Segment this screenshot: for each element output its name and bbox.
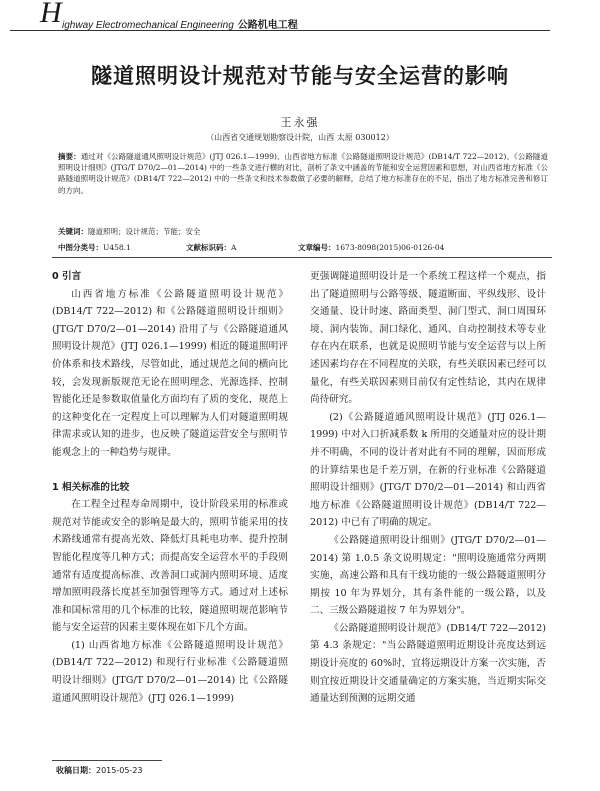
classification-line	[58, 242, 558, 253]
journal-name-en: ighway Electromechanical Engineering	[62, 20, 234, 31]
section-heading-intro: 0 引言	[52, 271, 82, 282]
paragraph: 《公路隧道照明设计规范》(DB14/T 722—2012) 第 4.3 条规定："当公路隧道照明近期设计亮度达到远期设计亮度的 60%时，宜将远期设计方案一次实施，否则宜按近期设计交通量确定的方案实施，当近期实际交通量达到预测的远期交通	[310, 622, 546, 705]
body-column-left	[52, 268, 288, 707]
journal-name	[62, 16, 298, 31]
article-number-label: 文章编号：	[298, 243, 336, 252]
doc-code-value: A	[231, 243, 237, 252]
article-author: 王永强	[280, 116, 320, 129]
journal-name-cn: 公路机电工程	[237, 20, 298, 31]
article-title: 隧道照明设计规范对节能与安全运营的影响	[91, 64, 509, 88]
paragraph: 《公路隧道照明设计细则》(JTG/T D70/2—01—2014) 第 1.0.5 条文说明规定："照明设施通常分两期实施，高速公路和具有干线功能的一级公路隧道照明分期按 10 年为界划分，其有条件能的一级公路，以及二、三级公路隧道按 7 年为界划分"。	[310, 534, 546, 617]
keywords-label: 关键词：	[58, 227, 88, 236]
paragraph: 山西省地方标准《公路隧道照明设计规范》(DB14/T 722—2012) 和《公路隧道照明设计细则》(JTG/T D70/2—01—2014) 沿用了与《公路隧道通风照明设计规范》(JTJ 026.1—1999) 相近的隧道照明评价体系和技术路线，尽管如此，通过规范之间的横向比较，会发现新版规范无论在照明理念、光源选择、控制智能化还是参数取值量化方面均有了质的变化，规范上的这种变化在一定程度上可以理解为人们对隧道照明规律需求或认知的进步，也反映了隧道运营安全与照明节能观念上的一种趋势与规律。	[52, 288, 288, 458]
received-date	[56, 765, 143, 776]
journal-header	[40, 0, 560, 31]
footnote-divider	[52, 760, 162, 761]
paragraph: 更强调隧道照明设计是一个系统工程这样一个观点，指出了隧道照明与公路等级、隧道断面、平纵线形、设计交通量、设计时速、路面类型、洞门型式、洞口周围环境、洞内装饰、洞口绿化、通风、自动控制技术等专业存在内在联系，也就是说照明节能与安全运营与以上所述因素均存在不同程度的关联，有些关联因素已经可以量化，有些关联因素则目前仅有定性结论，其内在规律尚待研究。	[310, 271, 546, 406]
paragraph: (1) 山西省地方标准《公路隧道照明设计规范》(DB14/T 722—2012) 和现行行业标准《公路隧道照明设计细则》(JTG/T D70/2—01—2014) 比《公路隧道通风照明设计规范》(JTJ 026.1—1999)	[52, 639, 288, 704]
abstract-label: 摘要：	[58, 152, 81, 161]
author-affiliation: （山西省交通规划勘察设计院，山西 太原 030012）	[206, 133, 394, 142]
abstract-divider	[52, 257, 552, 258]
header-divider	[10, 30, 550, 31]
body-column-right	[310, 268, 546, 708]
paragraph: (2)《公路隧道通风照明设计规范》(JTJ 026.1—1999) 中对入口折减系数 k 所用的交通量对应的设计期并不明确，不同的设计者对此有不同的理解，因而形成的计算结果也是千差万别，在新的行业标准《公路隧道照明设计细则》(JTG/T D70/2—01—2014) 和山西省地方标准《公路隧道照明设计规范》(DB14/T 722—2012) 中已有了明确的规定。	[310, 411, 546, 529]
doc-code-label: 文献标识码：	[186, 243, 231, 252]
article-number-value: 1673-8098(2015)06-0126-04	[335, 243, 445, 252]
section-heading-1: 1 相关标准的比较	[52, 481, 130, 493]
keywords	[58, 226, 548, 237]
received-date-value: 2015-05-23	[96, 766, 143, 775]
keywords-text: 隧道照明；设计规范；节能；安全	[88, 227, 201, 236]
abstract-text: 通过对《公路隧道通风照明设计规范》(JTJ 026.1—1999)、山西省地方标准《公路隧道照明设计规范》(DB14/T 722—2012)、《公路隧道照明设计细则》(JTG/T D70/2—01—2014) 中的一些条文进行横的对比，剖析了条文中涵盖的节能和安全运营因素和思想，对山西省地方标准《公路隧道照明设计规范》(DB14/T 722—2012) 中的一些条文和技术参数做了必要的解释，总结了地方标准存在的不足，指出了地方标准完善和修订的方向。	[58, 152, 549, 195]
clc-value: U458.1	[103, 243, 131, 252]
clc-label: 中图分类号：	[58, 243, 103, 252]
abstract	[58, 151, 548, 196]
paragraph: 在工程全过程寿命周期中，设计阶段采用的标准或规范对节能或安全的影响是最大的，照明节能采用的技术路线通常有提高光效、降低灯具耗电功率、提升控制智能化程度等几种方式；而提高安全运营水平的手段则通常有适度提高标准、改善洞口或洞内照明环境、适度增加照明段落长度甚至加强管理等方式。通过对上述标准和国标常用的几个标准的比较，隧道照明规范影响节能与安全运营的因素主要体现在如下几个方面。	[52, 499, 288, 634]
received-date-label: 收稿日期：	[56, 766, 96, 775]
journal-logo-letter: H	[40, 0, 62, 29]
